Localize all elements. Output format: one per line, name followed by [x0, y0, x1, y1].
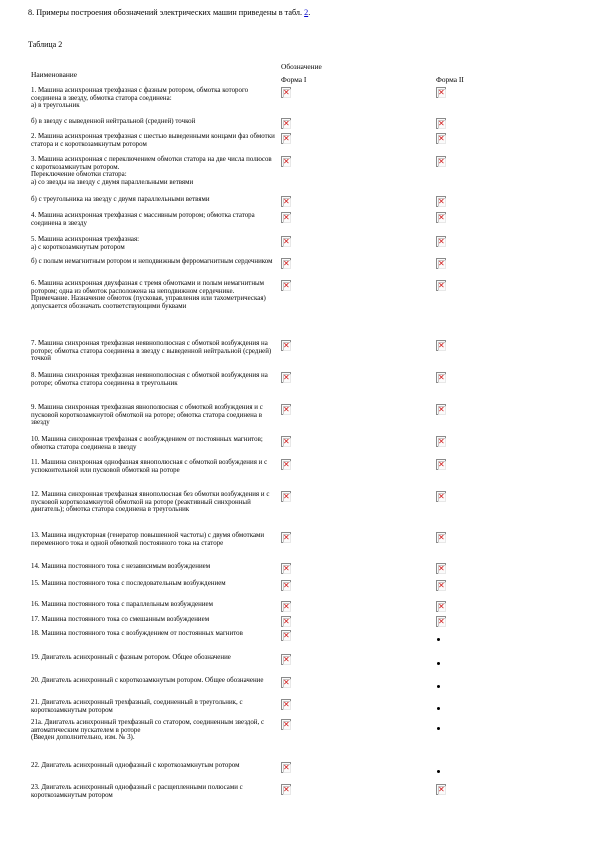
row-name: 12. Машина синхронная трехфазная явнополюсная без обмотки возбуждения и с пусковой короткозамкнутой обмоткой на роторе (реактивный синхронный двигатель); обмотка статора соединена в треугольник — [31, 491, 270, 514]
form1-broken-image-icon — [281, 404, 291, 415]
row-name: 14. Машина постоянного тока с независимым возбуждением — [31, 563, 211, 570]
form1-broken-image-icon — [281, 236, 291, 247]
row-name: б) с треугольника на звезду с двумя параллельными ветвями — [31, 196, 210, 203]
form1-broken-image-icon — [281, 699, 291, 710]
table-caption: Таблица 2 — [28, 40, 63, 49]
form2-broken-image-icon — [436, 580, 446, 591]
column-header-designation: Обозначение — [281, 62, 322, 71]
form2-broken-image-icon — [436, 784, 446, 795]
form1-broken-image-icon — [281, 762, 291, 773]
row-name: 10. Машина синхронная трехфазная с возбуждением от постоянных магнитов; обмотка статора соединена в звезду — [31, 436, 263, 451]
form2-broken-image-icon — [436, 532, 446, 543]
form2-broken-image-icon — [436, 563, 446, 574]
form1-broken-image-icon — [281, 258, 291, 269]
row-name: 8. Машина синхронная трехфазная неявнополюсная с обмоткой возбуждения на роторе; обмотка статора соединена в треугольник — [31, 372, 268, 387]
row-name: 3. Машина асинхронная с переключением обмотки статора на две числа полюсов с короткозамкнутым ротором. Переключение обмотки статора: а) со звезды на звезду с двумя параллельными ветвями — [31, 156, 272, 186]
row-name: 1. Машина асинхронная трехфазная с фазным ротором, обмотка которого соединена в звезду, обмотка статора соединена: а) в треугольник — [31, 87, 249, 110]
form2-broken-image-icon — [436, 436, 446, 447]
form2-broken-image-icon — [436, 404, 446, 415]
row-name: 18. Машина постоянного тока с возбуждением от постоянных магнитов — [31, 630, 243, 637]
row-name: 13. Машина индукторная (генератор повышенной частоты) с двумя обмотками переменного тока и одной обмоткой постоянного тока на статоре — [31, 532, 265, 547]
form1-broken-image-icon — [281, 87, 291, 98]
row-name: б) с полым немагнитным ротором и неподвижным ферромагнитным сердечником — [31, 258, 273, 265]
form2-broken-image-icon — [436, 212, 446, 223]
form1-broken-image-icon — [281, 630, 291, 641]
form2-broken-image-icon — [436, 196, 446, 207]
row-name: 2. Машина асинхронная трехфазная с шестью выведенными концами фаз обмотки статора и с короткозамкнутым ротором — [31, 133, 275, 148]
row-name: 7. Машина синхронная трехфазная неявнополюсная с обмоткой возбуждения на роторе; обмотка статора соединена в звезду с выведенной нейтральной (средней) точкой — [31, 340, 272, 363]
form1-broken-image-icon — [281, 563, 291, 574]
form2-broken-image-icon — [436, 459, 446, 470]
form1-broken-image-icon — [281, 719, 291, 730]
form1-broken-image-icon — [281, 133, 291, 144]
form1-broken-image-icon — [281, 601, 291, 612]
form2-broken-image-icon — [436, 340, 446, 351]
form2-broken-image-icon — [436, 118, 446, 129]
table-2-link[interactable]: 2 — [304, 8, 309, 17]
intro-paragraph — [28, 8, 310, 17]
form2-broken-image-icon — [436, 491, 446, 502]
form1-broken-image-icon — [281, 212, 291, 223]
form2-empty-marker — [437, 662, 440, 665]
form1-broken-image-icon — [281, 784, 291, 795]
column-header-form1: Форма I — [281, 75, 307, 84]
form1-broken-image-icon — [281, 459, 291, 470]
form2-empty-marker — [437, 685, 440, 688]
form1-broken-image-icon — [281, 118, 291, 129]
form2-broken-image-icon — [436, 133, 446, 144]
row-name: 19. Двигатель асинхронный с фазным ротором. Общее обозначение — [31, 654, 231, 661]
form2-empty-marker — [437, 770, 440, 773]
form2-broken-image-icon — [436, 156, 446, 167]
form2-broken-image-icon — [436, 601, 446, 612]
intro-text: 8. Примеры построения обозначений электрических машин приведены в табл. — [28, 8, 305, 17]
form1-broken-image-icon — [281, 340, 291, 351]
row-name: 21. Двигатель асинхронный трехфазный, соединенный в треугольник, с короткозамкнутым ротором — [31, 699, 243, 714]
form1-broken-image-icon — [281, 532, 291, 543]
form2-empty-marker — [437, 727, 440, 730]
row-name: 21а. Двигатель асинхронный трехфазный со статором, соединенным звездой, с автоматическим пускателем в роторе (Введен дополнительно, изм. № 3). — [31, 719, 265, 742]
row-name: 11. Машина синхронная однофазная явнополюсная с обмоткой возбуждения и с успокоительной или пусковой обмоткой на роторе — [31, 459, 268, 474]
form1-broken-image-icon — [281, 654, 291, 665]
form1-broken-image-icon — [281, 156, 291, 167]
row-name: 5. Машина асинхронная трехфазная: а) с короткозамкнутым ротором — [31, 236, 140, 251]
form2-broken-image-icon — [436, 258, 446, 269]
row-name: 22. Двигатель асинхронный однофазный с короткозамкнутым ротором — [31, 762, 240, 769]
column-header-form2: Форма II — [436, 75, 464, 84]
row-name: 23. Двигатель асинхронный однофазный с расщепленными полюсами с короткозамкнутым ротором — [31, 784, 243, 799]
form2-broken-image-icon — [436, 280, 446, 291]
form2-broken-image-icon — [436, 372, 446, 383]
row-name: 4. Машина асинхронная трехфазная с массивным ротором; обмотка статора соединена в звезду — [31, 212, 255, 227]
form2-empty-marker — [437, 707, 440, 710]
row-name: 6. Машина асинхронная двухфазная с тремя обмотками и полым немагнитным ротором; одна из обмоток расположена на неподвижном сердечнике. Примечание. Назначение обмоток (пусковая, управления или тахометрическая) допускается обозначать соответствующими буквами — [31, 280, 266, 310]
form1-broken-image-icon — [281, 372, 291, 383]
form1-broken-image-icon — [281, 677, 291, 688]
row-name: 9. Машина синхронная трехфазная явнополюсная с обмоткой возбуждения и с пусковой короткозамкнутой обмоткой на роторе; обмотка статора соединена в звезду — [31, 404, 263, 427]
form1-broken-image-icon — [281, 436, 291, 447]
form1-broken-image-icon — [281, 616, 291, 627]
form2-empty-marker — [437, 638, 440, 641]
form2-broken-image-icon — [436, 87, 446, 98]
column-header-name: Наименование — [31, 70, 78, 79]
intro-period: . — [308, 8, 311, 17]
form1-broken-image-icon — [281, 196, 291, 207]
row-name: 16. Машина постоянного тока с параллельным возбуждением — [31, 601, 213, 608]
row-name: б) в звезду с выведенной нейтральной (средней) точкой — [31, 118, 196, 125]
row-name: 20. Двигатель асинхронный с короткозамкнутым ротором. Общее обозначение — [31, 677, 264, 684]
form1-broken-image-icon — [281, 491, 291, 502]
form2-broken-image-icon — [436, 236, 446, 247]
form1-broken-image-icon — [281, 280, 291, 291]
form2-broken-image-icon — [436, 616, 446, 627]
row-name: 17. Машина постоянного тока со смешанным возбуждением — [31, 616, 210, 623]
row-name: 15. Машина постоянного тока с последовательным возбуждением — [31, 580, 226, 587]
form1-broken-image-icon — [281, 580, 291, 591]
